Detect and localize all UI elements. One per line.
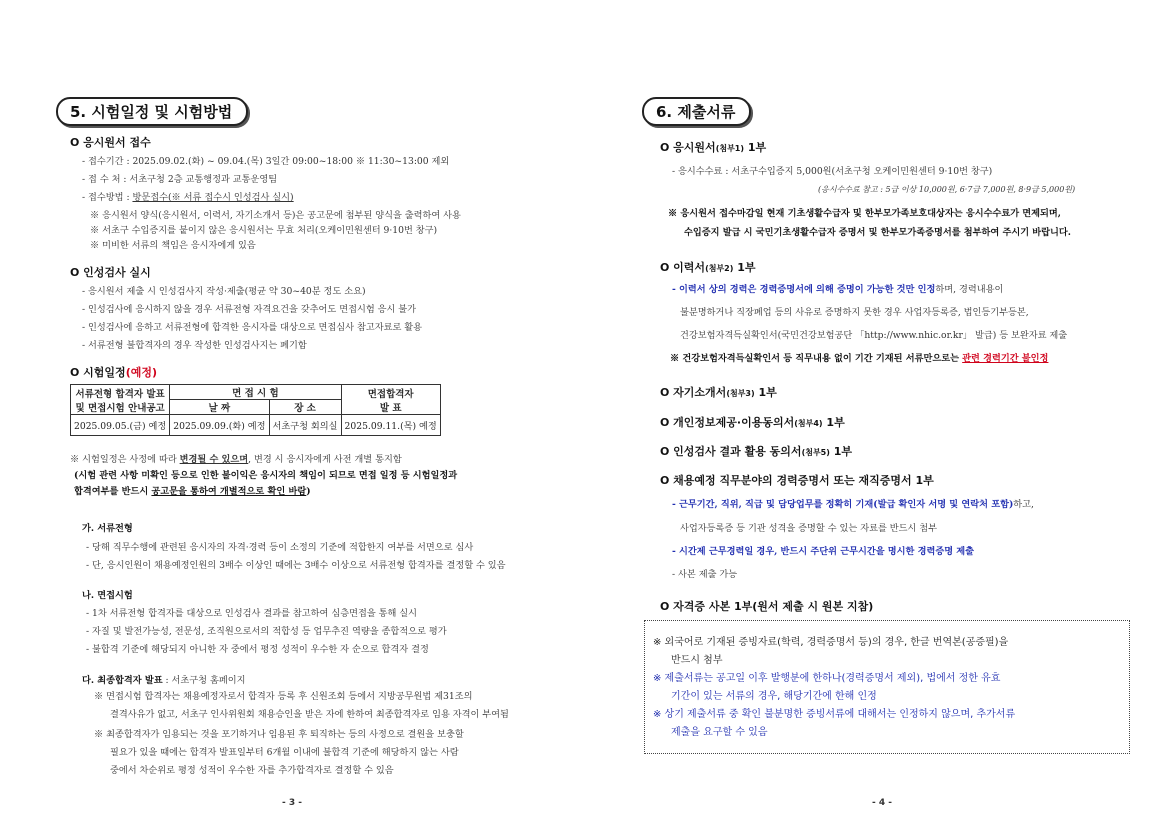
- notice-line: ※ 외국어로 기재된 증빙자료(학력, 경력증명서 등)의 경우, 한글 번역본(공증필)을: [653, 637, 1009, 648]
- resume-note: ※ 건강보험자격득실확인서 등 직무내용 없이 기간 기재된 서류만으로는 관련 경력기간 불인정: [670, 353, 1049, 364]
- doc-screening-item: - 당해 직무수행에 관련된 응시자의 자격·경력 등이 소정의 기준에 적합한지 여부를 서면으로 심사: [86, 542, 474, 553]
- interview-item: - 1차 서류전형 합격자를 대상으로 인성검사 결과를 참고하여 심층면접을 통해 실시: [86, 608, 418, 619]
- doc-career-cert-heading: O 채용예정 직무분야의 경력증명서 또는 재직증명서 1부: [660, 474, 934, 487]
- career-line1: - 근무기간, 직위, 직급 및 담당업무를 정확히 기재(발급 확인자 서명 및 연락처 포함)하고,: [672, 499, 1034, 510]
- fee-line: - 응시수수료 : 서초구수입증지 5,000원(서초구청 오케이민원센터 9·10번 창구): [672, 166, 993, 177]
- resume-line2: 불분명하거나 직장폐업 등의 사유로 증명하지 못한 경우 사업자등록증, 법인등기부등본,: [680, 307, 1029, 318]
- doc-screening-item: - 단, 응시인원이 채용예정인원의 3배수 이상인 때에는 3배수 이상으로 서류전형 합격자를 결정할 수 있음: [86, 560, 506, 571]
- apply-period: - 접수기간 : 2025.09.02.(화) ~ 09.04.(목) 3일간 09:00~18:00 ※ 11:30~13:00 제외: [82, 156, 450, 167]
- resume-line3: 건강보험자격득실확인서(국민건강보험공단 「http://www.nhic.or.kr」 발급) 등 보완자료 제출: [680, 330, 1068, 341]
- fee-exempt-line1: ※ 응시원서 접수마감일 현재 기초생활수급자 및 한부모가족보호대상자는 응시수수료가 면제되며,: [668, 208, 1061, 219]
- final-note: ※ 면접시험 합격자는 채용예정자로서 합격자 등록 후 신원조회 등에서 지방공무원법 제31조의: [94, 691, 473, 702]
- schedule-warning-line1: (시험 관련 사항 미확인 등으로 인한 불이익은 응시자의 책임이 되므로 면접 일정 등 시험일정과: [74, 470, 458, 481]
- final-note: 필요가 있을 때에는 합격자 발표일부터 6개월 이내에 불합격 기준에 해당하지 않는 사람: [110, 747, 459, 758]
- interview-item: - 불합격 기준에 해당되지 아니한 자 중에서 평정 성적이 우수한 자 순으로 합격자 결정: [86, 644, 429, 655]
- page-number: - 4 -: [872, 798, 892, 808]
- page-4: [650, 0, 1130, 827]
- doc-screening-heading: 가. 서류전형: [82, 523, 133, 534]
- section-title-schedule: 5. 시험일정 및 시험방법: [56, 97, 248, 126]
- personality-item: - 응시원서 제출 시 인성검사지 작성·제출(평균 약 30~40분 정도 소요): [82, 286, 366, 297]
- doc-resume-heading: O 이력서(첨부2) 1부: [660, 261, 756, 274]
- personality-item: - 서류전형 불합격자의 경우 작성한 인성검사지는 폐기함: [82, 340, 307, 351]
- announce-date-cell: 2025.09.05.(금) 예정: [71, 415, 170, 436]
- resume-line1: - 이력서 상의 경력은 경력증명서에 의해 증명이 가능한 것만 인정하며, 경력내용이: [672, 284, 1004, 295]
- fee-exempt-line2: 수입증지 발급 시 국민기초생활수급자 증명서 및 한부모가족증명서를 첨부하여 주시기 바랍니다.: [684, 227, 1071, 238]
- doc-privacy-consent-heading: O 개인정보제공·이용동의서(첨부4) 1부: [660, 416, 845, 429]
- result-date-cell: 2025.09.11.(목) 예정: [341, 415, 440, 436]
- interview-date-cell: 2025.09.09.(화) 예정: [170, 415, 269, 436]
- notice-line: ※ 제출서류는 공고일 이후 발행분에 한하나(경력증명서 제외), 법에서 정한 유효: [653, 673, 1001, 684]
- apply-place: - 접 수 처 : 서초구청 2층 교통행정과 교통운영팀: [82, 174, 278, 185]
- place-header: 장 소: [269, 400, 341, 415]
- apply-method-label: - 접수방법 :: [82, 192, 133, 203]
- apply-note: ※ 응시원서 양식(응시원서, 이력서, 자기소개서 등)은 공고문에 첨부된 양식을 출력하여 사용: [90, 210, 461, 221]
- interview-item: - 자질 및 발전가능성, 전문성, 조직원으로서의 적합성 등 업무추진 역량을 종합적으로 평가: [86, 626, 447, 637]
- fee-reference: (응시수수료 참고 : 5급 이상 10,000원, 6·7급 7,000원, 8·9급 5,000원): [818, 185, 1076, 194]
- schedule-warning-line2: 합격여부를 반드시 공고문을 통하여 개별적으로 확인 바람): [74, 486, 311, 497]
- final-note: 결격사유가 없고, 서초구 인사위원회 채용승인을 받은 자에 한하여 최종합격자로 임용 자격이 부여됨: [110, 709, 509, 720]
- notice-box: [644, 620, 1130, 754]
- final-note: ※ 최종합격자가 임용되는 것을 포기하거나 임용된 후 퇴직하는 등의 사정으로 결원을 보충할: [94, 729, 464, 740]
- doc-cover-letter-heading: O 자기소개서(첨부3) 1부: [660, 386, 777, 399]
- page-number: - 3 -: [282, 798, 302, 808]
- doc-application-heading: O 응시원서(첨부1) 1부: [660, 141, 767, 154]
- announce-header: 서류전형 합격자 발표 및 면접시험 안내공고: [71, 385, 170, 415]
- page-3: [60, 0, 540, 827]
- apply-note: ※ 미비한 서류의 책임은 응시자에게 있음: [90, 240, 256, 251]
- result-header: 면접합격자 발 표: [341, 385, 440, 415]
- notice-line: 제출을 요구할 수 있음: [671, 727, 768, 738]
- interview-header: 면 접 시 험: [170, 385, 341, 400]
- apply-heading: O 응시원서 접수: [70, 136, 151, 149]
- personality-item: - 인성검사에 응시하지 않을 경우 서류전형 자격요건을 갖추어도 면접시험 응시 불가: [82, 304, 417, 315]
- schedule-table: [70, 384, 441, 436]
- apply-method-value: 방문접수(※ 서류 접수시 인성검사 실시): [132, 192, 294, 203]
- apply-note: ※ 서초구 수입증지를 붙이지 않은 응시원서는 무효 처리(오케이민원센터 9·10번 창구): [90, 225, 438, 236]
- personality-heading: O 인성검사 실시: [70, 266, 151, 279]
- schedule-note: ※ 시험일정은 사정에 따라 변경될 수 있으며, 변경 시 응시자에게 사전 개별 통지함: [70, 454, 402, 465]
- apply-method: [82, 189, 294, 203]
- career-line4: - 사본 제출 가능: [672, 569, 738, 580]
- schedule-heading-label: O 시험일정: [70, 366, 126, 379]
- notice-line: ※ 상기 제출서류 중 확인 불분명한 증빙서류에 대해서는 인정하지 않으며, 추가서류: [653, 709, 1016, 720]
- schedule-heading: [70, 364, 157, 380]
- interview-heading: 나. 면접시험: [82, 590, 133, 601]
- final-heading: 다. 최종합격자 발표 : 서초구청 홈페이지: [82, 675, 246, 686]
- notice-line: 반드시 첨부: [671, 655, 723, 666]
- career-line2: 사업자등록증 등 기관 성격을 증명할 수 있는 자료를 반드시 첨부: [680, 523, 938, 534]
- date-header: 날 짜: [170, 400, 269, 415]
- personality-item: - 인성검사에 응하고 서류전형에 합격한 응시자를 대상으로 면접심사 참고자료로 활용: [82, 322, 423, 333]
- section-title-documents: 6. 제출서류: [642, 97, 751, 126]
- doc-license-heading: O 자격증 사본 1부(원서 제출 시 원본 지참): [660, 600, 874, 613]
- schedule-heading-tag: (예정): [125, 366, 157, 379]
- final-note: 중에서 차순위로 평정 성적이 우수한 자를 추가합격자로 결정할 수 있음: [110, 765, 394, 776]
- career-line3: - 시간제 근무경력일 경우, 반드시 주단위 근무시간을 명시한 경력증명 제출: [672, 546, 975, 557]
- interview-place-cell: 서초구청 회의실: [269, 415, 341, 436]
- doc-personality-consent-heading: O 인성검사 결과 활용 동의서(첨부5) 1부: [660, 445, 853, 458]
- notice-line: 기간이 있는 서류의 경우, 해당기간에 한해 인정: [671, 691, 877, 702]
